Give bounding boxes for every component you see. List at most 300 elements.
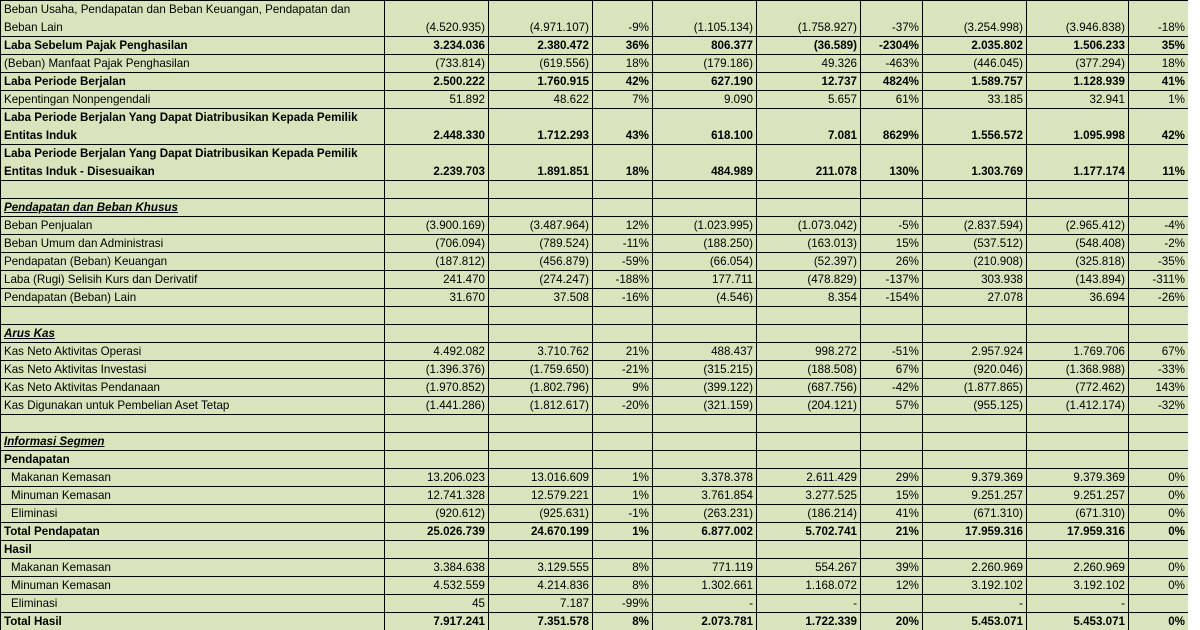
value-cell[interactable]: (163.013) bbox=[757, 235, 861, 253]
value-cell[interactable]: (920.046) bbox=[923, 361, 1027, 379]
value-cell[interactable] bbox=[923, 181, 1027, 199]
value-cell[interactable]: 1.712.293 bbox=[489, 109, 593, 145]
value-cell[interactable]: 4.532.559 bbox=[385, 577, 489, 595]
value-cell[interactable]: (3.900.169) bbox=[385, 217, 489, 235]
value-cell[interactable] bbox=[489, 325, 593, 343]
value-cell[interactable]: 554.267 bbox=[757, 559, 861, 577]
value-cell[interactable] bbox=[1129, 181, 1189, 199]
value-cell[interactable]: 12.579.221 bbox=[489, 487, 593, 505]
value-cell[interactable]: 2.239.703 bbox=[385, 145, 489, 181]
value-cell[interactable]: (188.250) bbox=[653, 235, 757, 253]
value-cell[interactable]: (188.508) bbox=[757, 361, 861, 379]
value-cell[interactable]: 2.500.222 bbox=[385, 73, 489, 91]
value-cell[interactable]: -154% bbox=[861, 289, 923, 307]
value-cell[interactable]: (3.487.964) bbox=[489, 217, 593, 235]
value-cell[interactable] bbox=[593, 541, 653, 559]
value-cell[interactable]: 17.959.316 bbox=[923, 523, 1027, 541]
row-label-cell[interactable]: Beban Umum dan Administrasi bbox=[1, 235, 385, 253]
value-cell[interactable]: 5.657 bbox=[757, 91, 861, 109]
value-cell[interactable] bbox=[1129, 325, 1189, 343]
row-label-cell[interactable]: Beban Usaha, Pendapatan dan Beban Keuangan, Pendapatan dan Beban Lain bbox=[1, 1, 385, 37]
value-cell[interactable]: 9% bbox=[593, 379, 653, 397]
row-label-cell[interactable] bbox=[1, 307, 385, 325]
value-cell[interactable]: (179.186) bbox=[653, 55, 757, 73]
value-cell[interactable]: (3.946.838) bbox=[1027, 1, 1129, 37]
row-label-cell[interactable]: Eliminasi bbox=[1, 505, 385, 523]
value-cell[interactable]: (1.970.852) bbox=[385, 379, 489, 397]
value-cell[interactable]: 1% bbox=[593, 487, 653, 505]
value-cell[interactable]: 1.506.233 bbox=[1027, 37, 1129, 55]
value-cell[interactable]: -16% bbox=[593, 289, 653, 307]
value-cell[interactable] bbox=[923, 451, 1027, 469]
value-cell[interactable] bbox=[489, 307, 593, 325]
value-cell[interactable] bbox=[1129, 433, 1189, 451]
value-cell[interactable]: 49.326 bbox=[757, 55, 861, 73]
value-cell[interactable]: 1.095.998 bbox=[1027, 109, 1129, 145]
value-cell[interactable]: 27.078 bbox=[923, 289, 1027, 307]
value-cell[interactable]: 2.957.924 bbox=[923, 343, 1027, 361]
row-label-cell[interactable]: Informasi Segmen bbox=[1, 433, 385, 451]
value-cell[interactable] bbox=[489, 433, 593, 451]
row-label-cell[interactable]: Total Pendapatan bbox=[1, 523, 385, 541]
row-label-cell[interactable]: Kas Neto Aktivitas Pendanaan bbox=[1, 379, 385, 397]
value-cell[interactable]: (325.818) bbox=[1027, 253, 1129, 271]
value-cell[interactable]: 35% bbox=[1129, 37, 1189, 55]
value-cell[interactable]: (399.122) bbox=[653, 379, 757, 397]
value-cell[interactable] bbox=[1027, 415, 1129, 433]
value-cell[interactable]: 2.448.330 bbox=[385, 109, 489, 145]
value-cell[interactable]: 9.090 bbox=[653, 91, 757, 109]
value-cell[interactable]: 3.192.102 bbox=[923, 577, 1027, 595]
value-cell[interactable]: 11% bbox=[1129, 145, 1189, 181]
value-cell[interactable]: (1.396.376) bbox=[385, 361, 489, 379]
value-cell[interactable]: 37.508 bbox=[489, 289, 593, 307]
value-cell[interactable]: 806.377 bbox=[653, 37, 757, 55]
value-cell[interactable]: 43% bbox=[593, 109, 653, 145]
value-cell[interactable]: 0% bbox=[1129, 469, 1189, 487]
value-cell[interactable]: - bbox=[757, 595, 861, 613]
value-cell[interactable]: (537.512) bbox=[923, 235, 1027, 253]
row-label-cell[interactable]: Makanan Kemasan bbox=[1, 559, 385, 577]
value-cell[interactable] bbox=[923, 433, 1027, 451]
value-cell[interactable]: 7.187 bbox=[489, 595, 593, 613]
value-cell[interactable] bbox=[861, 307, 923, 325]
value-cell[interactable]: 29% bbox=[861, 469, 923, 487]
value-cell[interactable]: (478.829) bbox=[757, 271, 861, 289]
value-cell[interactable]: 21% bbox=[593, 343, 653, 361]
value-cell[interactable] bbox=[861, 199, 923, 217]
value-cell[interactable]: 0% bbox=[1129, 487, 1189, 505]
value-cell[interactable] bbox=[653, 325, 757, 343]
value-cell[interactable]: (4.520.935) bbox=[385, 1, 489, 37]
value-cell[interactable] bbox=[385, 541, 489, 559]
row-label-cell[interactable]: Laba Sebelum Pajak Penghasilan bbox=[1, 37, 385, 55]
value-cell[interactable] bbox=[385, 415, 489, 433]
value-cell[interactable]: -33% bbox=[1129, 361, 1189, 379]
value-cell[interactable]: 39% bbox=[861, 559, 923, 577]
value-cell[interactable]: (733.814) bbox=[385, 55, 489, 73]
value-cell[interactable]: -21% bbox=[593, 361, 653, 379]
value-cell[interactable]: (210.908) bbox=[923, 253, 1027, 271]
value-cell[interactable]: 0% bbox=[1129, 577, 1189, 595]
value-cell[interactable] bbox=[923, 541, 1027, 559]
value-cell[interactable]: 67% bbox=[861, 361, 923, 379]
value-cell[interactable] bbox=[385, 451, 489, 469]
value-cell[interactable] bbox=[653, 181, 757, 199]
value-cell[interactable] bbox=[1027, 451, 1129, 469]
value-cell[interactable]: 5.702.741 bbox=[757, 523, 861, 541]
value-cell[interactable]: 241.470 bbox=[385, 271, 489, 289]
value-cell[interactable] bbox=[385, 199, 489, 217]
value-cell[interactable] bbox=[1027, 199, 1129, 217]
value-cell[interactable]: 1.722.339 bbox=[757, 613, 861, 630]
value-cell[interactable]: 8.354 bbox=[757, 289, 861, 307]
value-cell[interactable] bbox=[757, 325, 861, 343]
value-cell[interactable]: (1.105.134) bbox=[653, 1, 757, 37]
value-cell[interactable]: (548.408) bbox=[1027, 235, 1129, 253]
value-cell[interactable]: 57% bbox=[861, 397, 923, 415]
value-cell[interactable] bbox=[385, 181, 489, 199]
value-cell[interactable]: 488.437 bbox=[653, 343, 757, 361]
value-cell[interactable] bbox=[653, 541, 757, 559]
value-cell[interactable] bbox=[1129, 595, 1189, 613]
value-cell[interactable]: 2.380.472 bbox=[489, 37, 593, 55]
value-cell[interactable]: 1.128.939 bbox=[1027, 73, 1129, 91]
value-cell[interactable]: 15% bbox=[861, 487, 923, 505]
value-cell[interactable]: 42% bbox=[593, 73, 653, 91]
row-label-cell[interactable]: Laba Periode Berjalan bbox=[1, 73, 385, 91]
value-cell[interactable] bbox=[861, 541, 923, 559]
value-cell[interactable]: -99% bbox=[593, 595, 653, 613]
row-label-cell[interactable]: Hasil bbox=[1, 541, 385, 559]
value-cell[interactable]: -42% bbox=[861, 379, 923, 397]
value-cell[interactable]: 1.177.174 bbox=[1027, 145, 1129, 181]
value-cell[interactable]: 12.741.328 bbox=[385, 487, 489, 505]
value-cell[interactable] bbox=[593, 415, 653, 433]
value-cell[interactable]: 3.129.555 bbox=[489, 559, 593, 577]
row-label-cell[interactable]: Pendapatan bbox=[1, 451, 385, 469]
value-cell[interactable]: 3.384.638 bbox=[385, 559, 489, 577]
value-cell[interactable]: 13.016.609 bbox=[489, 469, 593, 487]
value-cell[interactable]: 41% bbox=[861, 505, 923, 523]
value-cell[interactable]: (619.556) bbox=[489, 55, 593, 73]
value-cell[interactable]: 48.622 bbox=[489, 91, 593, 109]
value-cell[interactable] bbox=[653, 451, 757, 469]
value-cell[interactable]: 618.100 bbox=[653, 109, 757, 145]
value-cell[interactable]: 45 bbox=[385, 595, 489, 613]
value-cell[interactable]: -137% bbox=[861, 271, 923, 289]
value-cell[interactable]: 303.938 bbox=[923, 271, 1027, 289]
value-cell[interactable]: (1.759.650) bbox=[489, 361, 593, 379]
value-cell[interactable]: -5% bbox=[861, 217, 923, 235]
value-cell[interactable] bbox=[653, 415, 757, 433]
value-cell[interactable]: (315.215) bbox=[653, 361, 757, 379]
value-cell[interactable] bbox=[593, 433, 653, 451]
value-cell[interactable]: 2.611.429 bbox=[757, 469, 861, 487]
value-cell[interactable]: (274.247) bbox=[489, 271, 593, 289]
row-label-cell[interactable]: Kas Neto Aktivitas Operasi bbox=[1, 343, 385, 361]
value-cell[interactable]: (66.054) bbox=[653, 253, 757, 271]
value-cell[interactable]: 42% bbox=[1129, 109, 1189, 145]
value-cell[interactable]: 61% bbox=[861, 91, 923, 109]
value-cell[interactable]: 143% bbox=[1129, 379, 1189, 397]
value-cell[interactable]: -26% bbox=[1129, 289, 1189, 307]
value-cell[interactable] bbox=[653, 433, 757, 451]
value-cell[interactable]: -32% bbox=[1129, 397, 1189, 415]
value-cell[interactable] bbox=[593, 451, 653, 469]
value-cell[interactable]: 998.272 bbox=[757, 343, 861, 361]
value-cell[interactable]: 1% bbox=[593, 469, 653, 487]
value-cell[interactable]: (52.397) bbox=[757, 253, 861, 271]
value-cell[interactable]: (2.837.594) bbox=[923, 217, 1027, 235]
value-cell[interactable] bbox=[757, 415, 861, 433]
row-label-cell[interactable] bbox=[1, 181, 385, 199]
value-cell[interactable]: -311% bbox=[1129, 271, 1189, 289]
value-cell[interactable] bbox=[757, 541, 861, 559]
value-cell[interactable] bbox=[923, 415, 1027, 433]
row-label-cell[interactable]: Total Hasil bbox=[1, 613, 385, 630]
value-cell[interactable]: 31.670 bbox=[385, 289, 489, 307]
row-label-cell[interactable]: Minuman Kemasan bbox=[1, 577, 385, 595]
value-cell[interactable]: 20% bbox=[861, 613, 923, 630]
value-cell[interactable]: (321.159) bbox=[653, 397, 757, 415]
value-cell[interactable]: -18% bbox=[1129, 1, 1189, 37]
value-cell[interactable]: 12% bbox=[861, 577, 923, 595]
value-cell[interactable]: (4.971.107) bbox=[489, 1, 593, 37]
value-cell[interactable]: 18% bbox=[593, 55, 653, 73]
value-cell[interactable]: (1.758.927) bbox=[757, 1, 861, 37]
value-cell[interactable]: 7% bbox=[593, 91, 653, 109]
value-cell[interactable]: 36.694 bbox=[1027, 289, 1129, 307]
value-cell[interactable]: (789.524) bbox=[489, 235, 593, 253]
value-cell[interactable] bbox=[1027, 541, 1129, 559]
value-cell[interactable]: 26% bbox=[861, 253, 923, 271]
row-label-cell[interactable]: Makanan Kemasan bbox=[1, 469, 385, 487]
value-cell[interactable] bbox=[385, 433, 489, 451]
value-cell[interactable] bbox=[861, 451, 923, 469]
value-cell[interactable] bbox=[593, 307, 653, 325]
value-cell[interactable]: 3.192.102 bbox=[1027, 577, 1129, 595]
value-cell[interactable] bbox=[861, 181, 923, 199]
value-cell[interactable] bbox=[1027, 433, 1129, 451]
value-cell[interactable]: -9% bbox=[593, 1, 653, 37]
row-label-cell[interactable]: Laba Periode Berjalan Yang Dapat Diatribusikan Kepada Pemilik Entitas Induk bbox=[1, 109, 385, 145]
value-cell[interactable]: (1.812.617) bbox=[489, 397, 593, 415]
value-cell[interactable]: (687.756) bbox=[757, 379, 861, 397]
value-cell[interactable]: -463% bbox=[861, 55, 923, 73]
value-cell[interactable]: 4.214.836 bbox=[489, 577, 593, 595]
value-cell[interactable]: 1.589.757 bbox=[923, 73, 1027, 91]
value-cell[interactable]: 0% bbox=[1129, 523, 1189, 541]
value-cell[interactable] bbox=[861, 415, 923, 433]
value-cell[interactable]: - bbox=[1027, 595, 1129, 613]
value-cell[interactable]: -1% bbox=[593, 505, 653, 523]
value-cell[interactable]: (1.441.286) bbox=[385, 397, 489, 415]
value-cell[interactable]: 1.760.915 bbox=[489, 73, 593, 91]
value-cell[interactable]: (204.121) bbox=[757, 397, 861, 415]
value-cell[interactable]: 1.303.769 bbox=[923, 145, 1027, 181]
value-cell[interactable]: -51% bbox=[861, 343, 923, 361]
value-cell[interactable]: (36.589) bbox=[757, 37, 861, 55]
value-cell[interactable]: 7.351.578 bbox=[489, 613, 593, 630]
value-cell[interactable]: 2.035.802 bbox=[923, 37, 1027, 55]
value-cell[interactable] bbox=[489, 541, 593, 559]
value-cell[interactable] bbox=[593, 325, 653, 343]
row-label-cell[interactable] bbox=[1, 415, 385, 433]
value-cell[interactable]: 0% bbox=[1129, 559, 1189, 577]
value-cell[interactable] bbox=[757, 433, 861, 451]
value-cell[interactable] bbox=[757, 199, 861, 217]
value-cell[interactable]: (671.310) bbox=[923, 505, 1027, 523]
value-cell[interactable]: 2.073.781 bbox=[653, 613, 757, 630]
value-cell[interactable]: (3.254.998) bbox=[923, 1, 1027, 37]
value-cell[interactable]: (925.631) bbox=[489, 505, 593, 523]
value-cell[interactable] bbox=[923, 325, 1027, 343]
value-cell[interactable] bbox=[1129, 415, 1189, 433]
value-cell[interactable]: 1.168.072 bbox=[757, 577, 861, 595]
value-cell[interactable]: 5.453.071 bbox=[1027, 613, 1129, 630]
value-cell[interactable] bbox=[923, 307, 1027, 325]
value-cell[interactable]: 5.453.071 bbox=[923, 613, 1027, 630]
value-cell[interactable]: 4824% bbox=[861, 73, 923, 91]
value-cell[interactable]: 8% bbox=[593, 577, 653, 595]
value-cell[interactable]: 67% bbox=[1129, 343, 1189, 361]
row-label-cell[interactable]: (Beban) Manfaat Pajak Penghasilan bbox=[1, 55, 385, 73]
value-cell[interactable]: 627.190 bbox=[653, 73, 757, 91]
value-cell[interactable]: 1.556.572 bbox=[923, 109, 1027, 145]
value-cell[interactable]: 36% bbox=[593, 37, 653, 55]
value-cell[interactable]: 3.277.525 bbox=[757, 487, 861, 505]
value-cell[interactable]: 1% bbox=[593, 523, 653, 541]
value-cell[interactable]: (772.462) bbox=[1027, 379, 1129, 397]
value-cell[interactable]: (186.214) bbox=[757, 505, 861, 523]
value-cell[interactable]: - bbox=[923, 595, 1027, 613]
value-cell[interactable]: (1.023.995) bbox=[653, 217, 757, 235]
row-label-cell[interactable]: Beban Penjualan bbox=[1, 217, 385, 235]
value-cell[interactable]: 1.891.851 bbox=[489, 145, 593, 181]
value-cell[interactable] bbox=[1027, 325, 1129, 343]
value-cell[interactable]: -2304% bbox=[861, 37, 923, 55]
value-cell[interactable]: 3.761.854 bbox=[653, 487, 757, 505]
value-cell[interactable]: (920.612) bbox=[385, 505, 489, 523]
value-cell[interactable]: 13.206.023 bbox=[385, 469, 489, 487]
value-cell[interactable]: -4% bbox=[1129, 217, 1189, 235]
value-cell[interactable] bbox=[385, 325, 489, 343]
value-cell[interactable]: 9.251.257 bbox=[1027, 487, 1129, 505]
value-cell[interactable]: 211.078 bbox=[757, 145, 861, 181]
value-cell[interactable]: 7.917.241 bbox=[385, 613, 489, 630]
value-cell[interactable]: 3.234.036 bbox=[385, 37, 489, 55]
value-cell[interactable]: (1.877.865) bbox=[923, 379, 1027, 397]
value-cell[interactable]: (671.310) bbox=[1027, 505, 1129, 523]
value-cell[interactable] bbox=[861, 433, 923, 451]
value-cell[interactable]: 18% bbox=[593, 145, 653, 181]
value-cell[interactable] bbox=[923, 199, 1027, 217]
value-cell[interactable] bbox=[1129, 307, 1189, 325]
value-cell[interactable] bbox=[757, 451, 861, 469]
value-cell[interactable] bbox=[489, 199, 593, 217]
value-cell[interactable]: 25.026.739 bbox=[385, 523, 489, 541]
value-cell[interactable]: (2.965.412) bbox=[1027, 217, 1129, 235]
value-cell[interactable] bbox=[861, 325, 923, 343]
value-cell[interactable]: 130% bbox=[861, 145, 923, 181]
value-cell[interactable]: 17.959.316 bbox=[1027, 523, 1129, 541]
value-cell[interactable] bbox=[861, 595, 923, 613]
value-cell[interactable]: 1.769.706 bbox=[1027, 343, 1129, 361]
row-label-cell[interactable]: Eliminasi bbox=[1, 595, 385, 613]
value-cell[interactable] bbox=[653, 307, 757, 325]
value-cell[interactable]: 12.737 bbox=[757, 73, 861, 91]
value-cell[interactable]: 33.185 bbox=[923, 91, 1027, 109]
value-cell[interactable]: 8% bbox=[593, 559, 653, 577]
row-label-cell[interactable]: Laba (Rugi) Selisih Kurs dan Derivatif bbox=[1, 271, 385, 289]
row-label-cell[interactable]: Kepentingan Nonpengendali bbox=[1, 91, 385, 109]
value-cell[interactable]: -37% bbox=[861, 1, 923, 37]
value-cell[interactable]: 9.379.369 bbox=[1027, 469, 1129, 487]
value-cell[interactable] bbox=[1129, 199, 1189, 217]
value-cell[interactable]: (955.125) bbox=[923, 397, 1027, 415]
value-cell[interactable] bbox=[593, 181, 653, 199]
value-cell[interactable]: 15% bbox=[861, 235, 923, 253]
value-cell[interactable] bbox=[653, 199, 757, 217]
value-cell[interactable]: -11% bbox=[593, 235, 653, 253]
value-cell[interactable] bbox=[489, 181, 593, 199]
row-label-cell[interactable]: Pendapatan dan Beban Khusus bbox=[1, 199, 385, 217]
value-cell[interactable]: 8629% bbox=[861, 109, 923, 145]
value-cell[interactable]: 7.081 bbox=[757, 109, 861, 145]
row-label-cell[interactable]: Minuman Kemasan bbox=[1, 487, 385, 505]
row-label-cell[interactable]: Kas Digunakan untuk Pembelian Aset Tetap bbox=[1, 397, 385, 415]
value-cell[interactable]: (143.894) bbox=[1027, 271, 1129, 289]
value-cell[interactable]: - bbox=[653, 595, 757, 613]
value-cell[interactable]: 32.941 bbox=[1027, 91, 1129, 109]
value-cell[interactable]: 18% bbox=[1129, 55, 1189, 73]
value-cell[interactable]: 3.710.762 bbox=[489, 343, 593, 361]
value-cell[interactable]: (706.094) bbox=[385, 235, 489, 253]
value-cell[interactable] bbox=[489, 451, 593, 469]
row-label-cell[interactable]: Laba Periode Berjalan Yang Dapat Diatribusikan Kepada Pemilik Entitas Induk - Disesuaikan bbox=[1, 145, 385, 181]
value-cell[interactable]: 4.492.082 bbox=[385, 343, 489, 361]
value-cell[interactable]: 24.670.199 bbox=[489, 523, 593, 541]
value-cell[interactable]: -2% bbox=[1129, 235, 1189, 253]
value-cell[interactable]: 41% bbox=[1129, 73, 1189, 91]
value-cell[interactable]: 177.711 bbox=[653, 271, 757, 289]
row-label-cell[interactable]: Arus Kas bbox=[1, 325, 385, 343]
value-cell[interactable]: 9.379.369 bbox=[923, 469, 1027, 487]
value-cell[interactable]: (1.412.174) bbox=[1027, 397, 1129, 415]
row-label-cell[interactable]: Pendapatan (Beban) Keuangan bbox=[1, 253, 385, 271]
value-cell[interactable] bbox=[1129, 541, 1189, 559]
value-cell[interactable] bbox=[1027, 181, 1129, 199]
value-cell[interactable]: 484.989 bbox=[653, 145, 757, 181]
value-cell[interactable] bbox=[593, 199, 653, 217]
value-cell[interactable]: (4.546) bbox=[653, 289, 757, 307]
value-cell[interactable]: (377.294) bbox=[1027, 55, 1129, 73]
value-cell[interactable]: (1.802.796) bbox=[489, 379, 593, 397]
value-cell[interactable] bbox=[1129, 451, 1189, 469]
value-cell[interactable]: (187.812) bbox=[385, 253, 489, 271]
value-cell[interactable] bbox=[385, 307, 489, 325]
value-cell[interactable]: 1% bbox=[1129, 91, 1189, 109]
value-cell[interactable]: 3.378.378 bbox=[653, 469, 757, 487]
value-cell[interactable]: 9.251.257 bbox=[923, 487, 1027, 505]
value-cell[interactable]: 6.877.002 bbox=[653, 523, 757, 541]
value-cell[interactable]: 1.302.661 bbox=[653, 577, 757, 595]
value-cell[interactable]: 51.892 bbox=[385, 91, 489, 109]
value-cell[interactable]: (263.231) bbox=[653, 505, 757, 523]
value-cell[interactable]: 0% bbox=[1129, 613, 1189, 630]
value-cell[interactable] bbox=[1027, 307, 1129, 325]
